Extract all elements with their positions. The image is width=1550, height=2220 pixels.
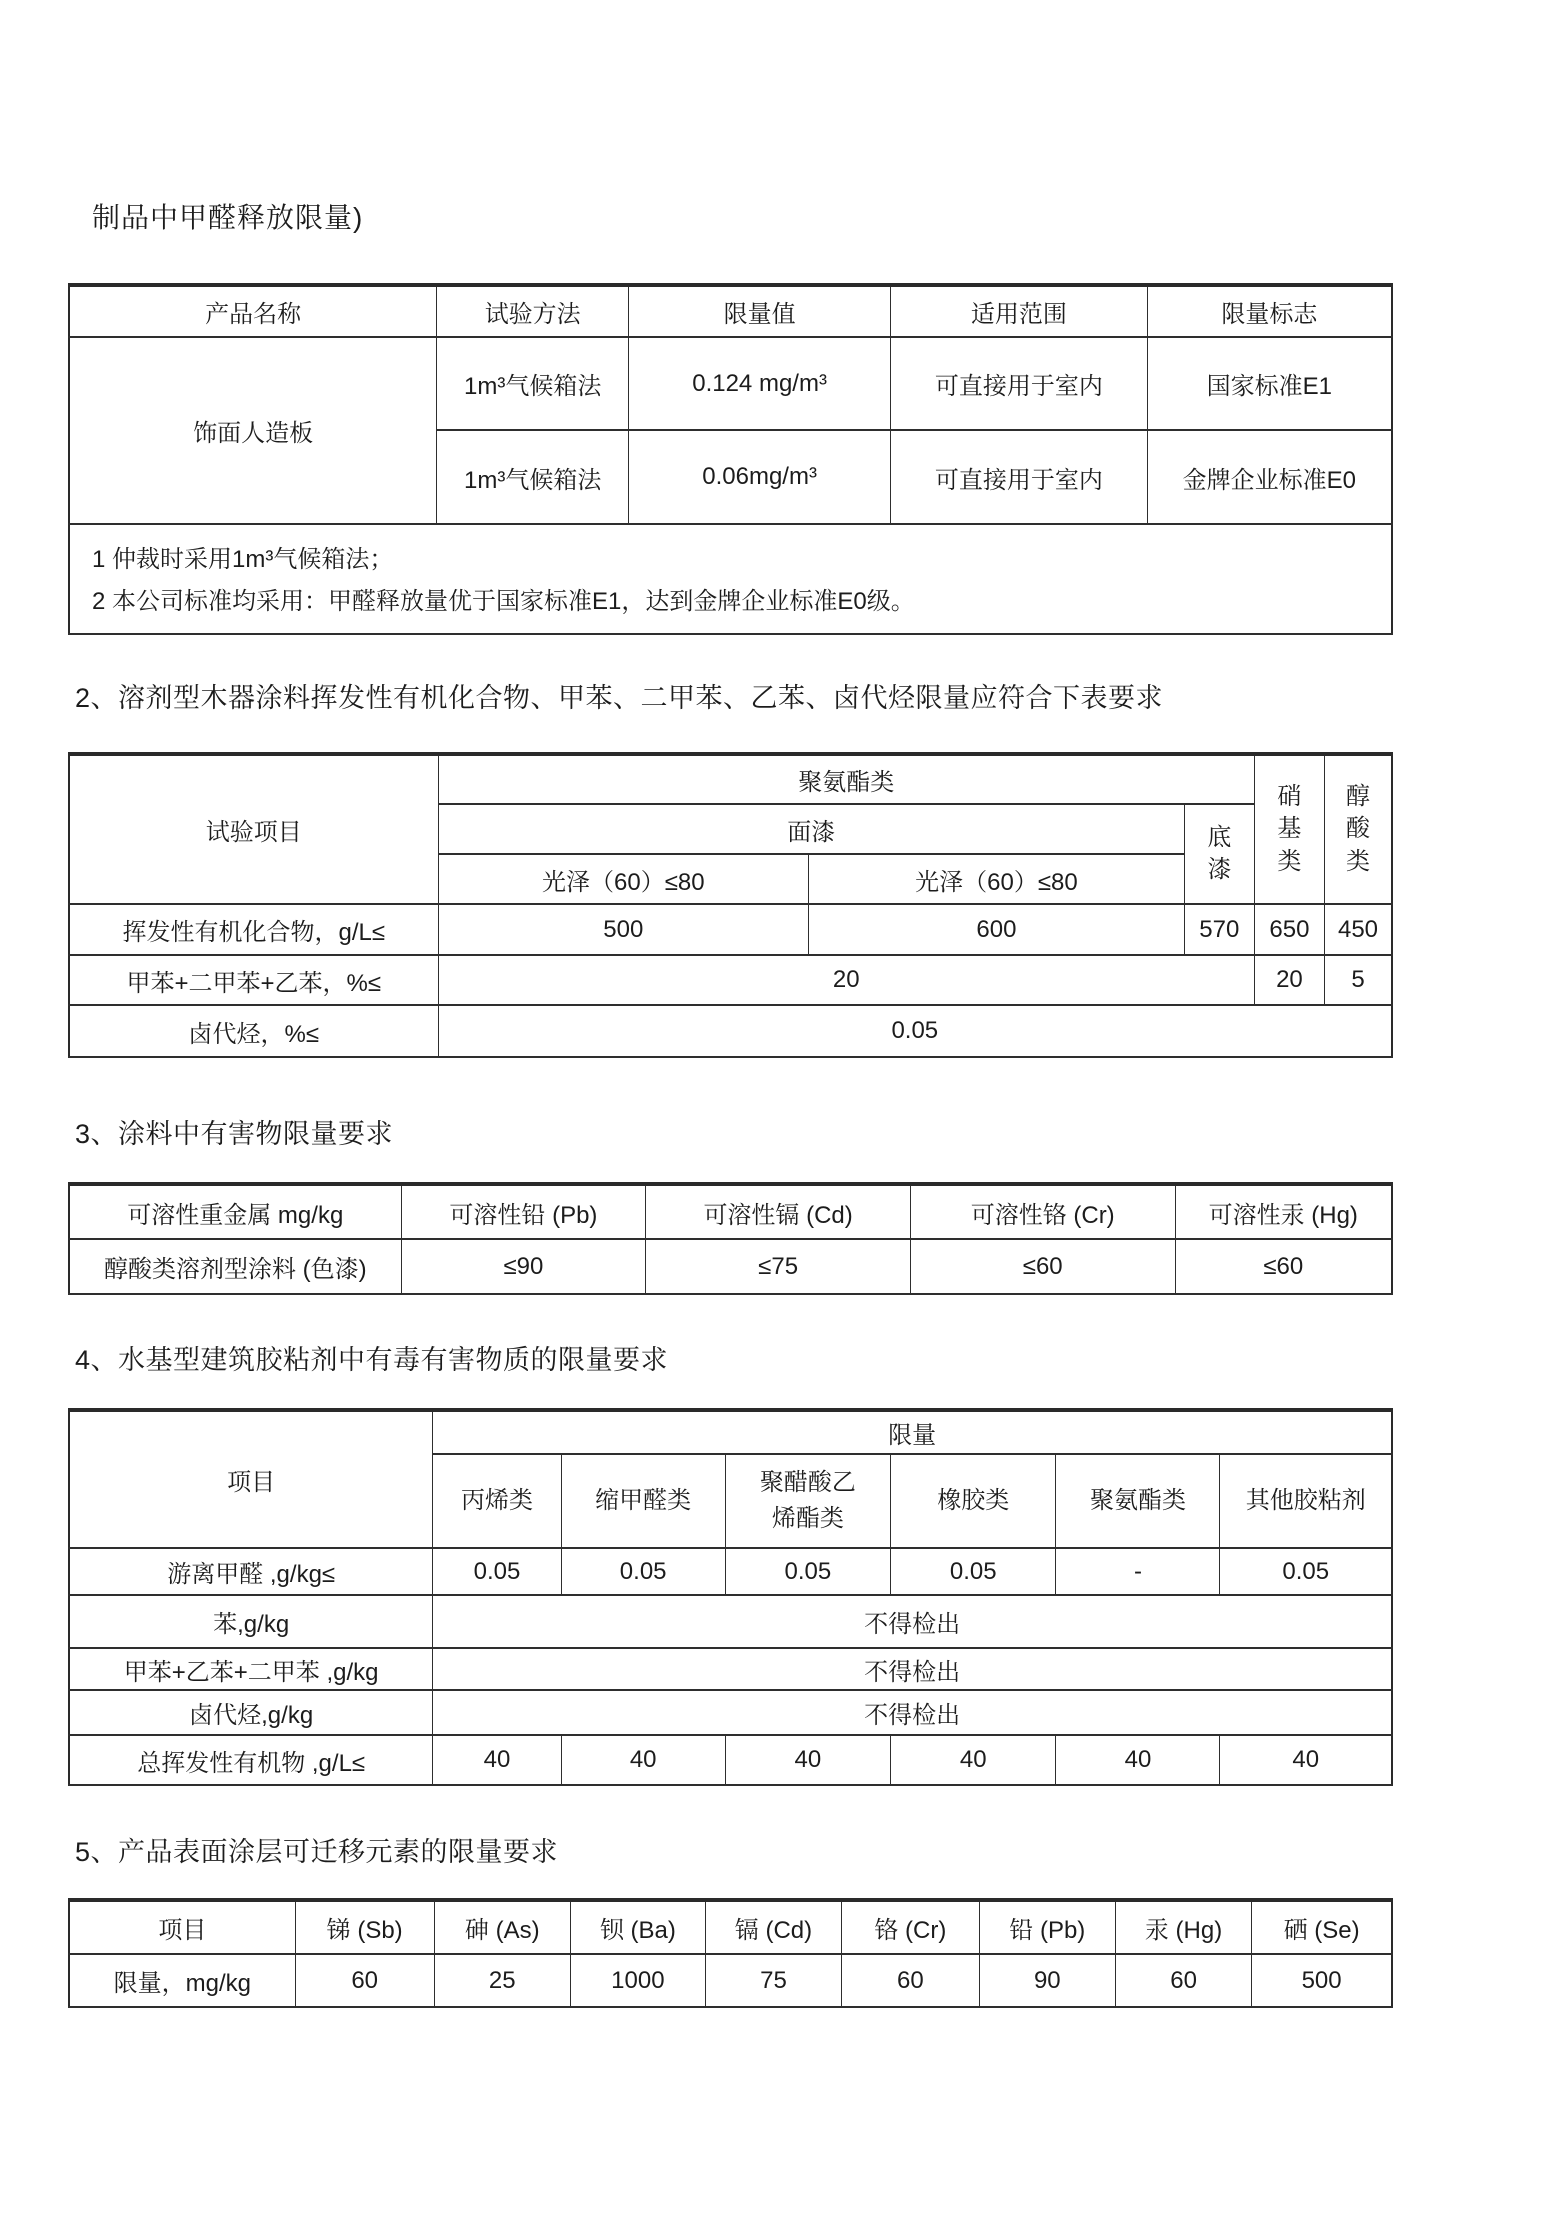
header-polyurethane: 聚氨酯类 bbox=[438, 754, 1254, 804]
table-row bbox=[69, 904, 1392, 955]
header-other-adhesive: 其他胶粘剂 bbox=[1220, 1454, 1392, 1548]
cell-value: 75 bbox=[705, 1954, 841, 2007]
cell-value: ≤60 bbox=[1175, 1239, 1392, 1294]
header-item: 项目 bbox=[69, 1900, 295, 1954]
table-row bbox=[69, 1595, 1392, 1648]
page-title-fragment: 制品中甲醛释放限量) bbox=[92, 202, 364, 233]
cell-value: ≤75 bbox=[646, 1239, 911, 1294]
cell-value: 0.05 bbox=[1220, 1548, 1392, 1595]
table-row bbox=[69, 1954, 1392, 2007]
header-antimony: 锑 (Sb) bbox=[295, 1900, 434, 1954]
header-soluble-metals: 可溶性重金属 mg/kg bbox=[69, 1184, 401, 1239]
section2-title: 2、溶剂型木器涂料挥发性有机化合物、甲苯、二甲苯、乙苯、卤代烃限量应符合下表要求 bbox=[75, 683, 1164, 713]
row-label-toluene: 甲苯+乙苯+二甲苯 ,g/kg bbox=[69, 1648, 433, 1690]
cell-method: 1m³气候箱法 bbox=[437, 337, 629, 430]
table-header-row bbox=[69, 1410, 1392, 1454]
header-pva: 聚醋酸乙烯酯类 bbox=[725, 1454, 890, 1548]
cell-value: 0.05 bbox=[725, 1548, 890, 1595]
cell-scope: 可直接用于室内 bbox=[891, 430, 1148, 524]
cell-value-span: 不得检出 bbox=[433, 1690, 1392, 1735]
note-line: 1 仲裁时采用1m³气候箱法； bbox=[92, 546, 394, 573]
row-label-halo: 卤代烃，%≤ bbox=[69, 1005, 438, 1057]
cell-value: 20 bbox=[1254, 955, 1324, 1005]
table-row bbox=[69, 337, 1392, 430]
table-header-row bbox=[69, 754, 1392, 804]
header-cadmium: 可溶性镉 (Cd) bbox=[646, 1184, 911, 1239]
table-header-row bbox=[69, 1900, 1392, 1954]
header-arsenic: 砷 (As) bbox=[434, 1900, 570, 1954]
vertical-text: 底漆 bbox=[1207, 823, 1232, 883]
cell-value: 90 bbox=[979, 1954, 1115, 2007]
cell-value: 60 bbox=[295, 1954, 434, 2007]
cell-value: 40 bbox=[1220, 1735, 1392, 1785]
header-chromium: 可溶性铬 (Cr) bbox=[910, 1184, 1175, 1239]
row-label-free-formaldehyde: 游离甲醛 ,g/kg≤ bbox=[69, 1548, 433, 1595]
table-notes-row bbox=[69, 524, 1392, 634]
cell-product: 饰面人造板 bbox=[69, 337, 437, 524]
cell-value: 40 bbox=[561, 1735, 725, 1785]
cell-value: 40 bbox=[725, 1735, 890, 1785]
cell-value-span: 20 bbox=[438, 955, 1254, 1005]
header-barium: 钡 (Ba) bbox=[570, 1900, 705, 1954]
cell-value: 1000 bbox=[570, 1954, 705, 2007]
header-selenium: 硒 (Se) bbox=[1252, 1900, 1392, 1954]
note-line: 2 本公司标准均采用：甲醛释放量优于国家标准E1，达到金牌企业标准E0级。 bbox=[92, 588, 915, 615]
header-acrylic: 丙烯类 bbox=[433, 1454, 561, 1548]
cell-value: 600 bbox=[809, 904, 1185, 955]
vertical-text: 醇酸类 bbox=[1345, 782, 1370, 875]
header-item: 项目 bbox=[69, 1410, 433, 1548]
cell-value-span: 不得检出 bbox=[433, 1595, 1392, 1648]
row-label-tvoc: 总挥发性有机物 ,g/L≤ bbox=[69, 1735, 433, 1785]
table-row bbox=[69, 1548, 1392, 1595]
table-adhesive-limits bbox=[68, 1408, 1393, 1786]
cell-value: 40 bbox=[1056, 1735, 1220, 1785]
header-alkyd bbox=[1324, 754, 1392, 904]
cell-value-span: 0.05 bbox=[438, 1005, 1392, 1057]
header-test-method: 试验方法 bbox=[437, 285, 629, 337]
table-row bbox=[69, 1005, 1392, 1057]
header-primer bbox=[1184, 804, 1254, 904]
cell-value: 650 bbox=[1254, 904, 1324, 955]
header-topcoat: 面漆 bbox=[438, 804, 1184, 854]
header-cadmium: 镉 (Cd) bbox=[705, 1900, 841, 1954]
cell-value: ≤60 bbox=[910, 1239, 1175, 1294]
cell-limit: 0.06mg/m³ bbox=[629, 430, 891, 524]
table-row bbox=[69, 1239, 1392, 1294]
header-chromium: 铬 (Cr) bbox=[842, 1900, 980, 1954]
header-product-name: 产品名称 bbox=[69, 285, 437, 337]
cell-value: 60 bbox=[1115, 1954, 1251, 2007]
header-mercury: 可溶性汞 (Hg) bbox=[1175, 1184, 1392, 1239]
table-migratable-elements bbox=[68, 1898, 1393, 2008]
cell-method: 1m³气候箱法 bbox=[437, 430, 629, 524]
cell-value: 40 bbox=[891, 1735, 1056, 1785]
vertical-text: 硝基类 bbox=[1277, 782, 1302, 875]
table-row bbox=[69, 1735, 1392, 1785]
row-label-benzene: 苯,g/kg bbox=[69, 1595, 433, 1648]
section3-title: 3、涂料中有害物限量要求 bbox=[75, 1119, 394, 1149]
table-row bbox=[69, 1648, 1392, 1690]
row-label-limit: 限量，mg/kg bbox=[69, 1954, 295, 2007]
cell-mark: 国家标准E1 bbox=[1147, 337, 1392, 430]
section5-title: 5、产品表面涂层可迁移元素的限量要求 bbox=[75, 1837, 559, 1867]
notes-cell bbox=[69, 524, 1392, 634]
header-mercury: 汞 (Hg) bbox=[1115, 1900, 1251, 1954]
cell-value: 25 bbox=[434, 1954, 570, 2007]
row-label-voc: 挥发性有机化合物，g/L≤ bbox=[69, 904, 438, 955]
header-gloss-a: 光泽（60）≤80 bbox=[438, 854, 808, 904]
header-lead: 铅 (Pb) bbox=[979, 1900, 1115, 1954]
table-header-row bbox=[69, 1184, 1392, 1239]
cell-value: 5 bbox=[1324, 955, 1392, 1005]
header-nitro bbox=[1254, 754, 1324, 904]
header-test-item: 试验项目 bbox=[69, 754, 438, 904]
row-label-alkyd-coating: 醇酸类溶剂型涂料 (色漆) bbox=[69, 1239, 401, 1294]
cell-value: - bbox=[1056, 1548, 1220, 1595]
table-row bbox=[69, 1690, 1392, 1735]
row-label-benzene: 甲苯+二甲苯+乙苯，%≤ bbox=[69, 955, 438, 1005]
cell-value: 0.05 bbox=[561, 1548, 725, 1595]
cell-value: 500 bbox=[1252, 1954, 1392, 2007]
header-lead: 可溶性铅 (Pb) bbox=[401, 1184, 646, 1239]
header-limit: 限量 bbox=[433, 1410, 1392, 1454]
cell-value: 0.05 bbox=[433, 1548, 561, 1595]
cell-value: 40 bbox=[433, 1735, 561, 1785]
row-label-halocarbon: 卤代烃,g/kg bbox=[69, 1690, 433, 1735]
header-limit-mark: 限量标志 bbox=[1147, 285, 1392, 337]
cell-scope: 可直接用于室内 bbox=[891, 337, 1148, 430]
cell-value: ≤90 bbox=[401, 1239, 646, 1294]
table-coating-heavy-metals bbox=[68, 1182, 1393, 1295]
cell-mark: 金牌企业标准E0 bbox=[1147, 430, 1392, 524]
header-rubber: 橡胶类 bbox=[891, 1454, 1056, 1548]
cell-value-span: 不得检出 bbox=[433, 1648, 1392, 1690]
cell-value: 500 bbox=[438, 904, 808, 955]
cell-value: 450 bbox=[1324, 904, 1392, 955]
cell-limit: 0.124 mg/m³ bbox=[629, 337, 891, 430]
header-gloss-b: 光泽（60）≤80 bbox=[809, 854, 1185, 904]
header-scope: 适用范围 bbox=[891, 285, 1148, 337]
table-header-row bbox=[69, 285, 1392, 337]
table-solvent-coating-limits bbox=[68, 752, 1393, 1058]
header-limit-value: 限量值 bbox=[629, 285, 891, 337]
cell-value: 570 bbox=[1184, 904, 1254, 955]
table-formaldehyde-limits bbox=[68, 283, 1393, 635]
cell-value: 0.05 bbox=[891, 1548, 1056, 1595]
header-formal: 缩甲醛类 bbox=[561, 1454, 725, 1548]
table-row bbox=[69, 955, 1392, 1005]
section4-title: 4、水基型建筑胶粘剂中有毒有害物质的限量要求 bbox=[75, 1345, 669, 1375]
header-polyurethane: 聚氨酯类 bbox=[1056, 1454, 1220, 1548]
cell-value: 60 bbox=[842, 1954, 980, 2007]
